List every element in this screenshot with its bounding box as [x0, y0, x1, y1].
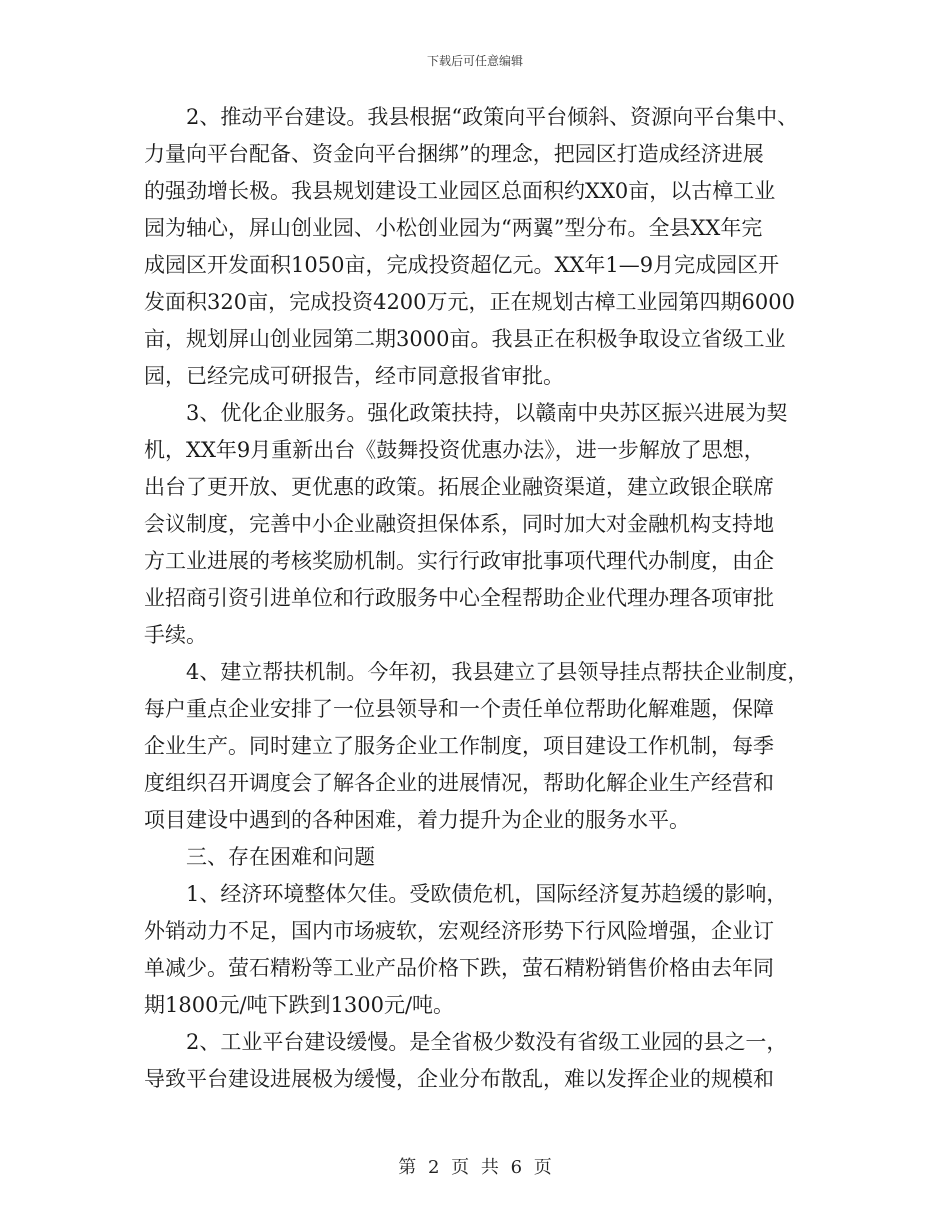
text-line: 导致平台建设进展极为缓慢，企业分布散乱，难以发挥企业的规模和: [144, 1067, 774, 1091]
text-line: 2、推动平台建设。我县根据“政策向平台倾斜、资源向平台集中、: [144, 105, 799, 129]
text-line: 园为轴心，屏山创业园、小松创业园为“两翼”型分布。全县XX年完: [144, 216, 763, 240]
text-line: 出台了更开放、更优惠的政策。拓展企业融资渠道，建立政银企联席: [144, 475, 774, 499]
page-footer: 第 2 页 共 6 页: [398, 1157, 552, 1178]
text-line: 4、建立帮扶机制。今年初，我县建立了县领导挂点帮扶企业制度，: [144, 660, 809, 684]
text-line: 企业生产。同时建立了服务企业工作制度，项目建设工作机制，每季: [144, 734, 774, 758]
text-line: 手续。: [144, 623, 207, 647]
text-line: 1、经济环境整体欠佳。受欧债危机，国际经济复苏趋缓的影响，: [144, 882, 788, 906]
text-line: 期1800元/吨下跌到1300元/吨。: [144, 993, 455, 1017]
text-line: 单减少。萤石精粉等工业产品价格下跌，萤石精粉销售价格由去年同: [144, 956, 774, 980]
page-header: 下载后可任意编辑: [426, 54, 523, 68]
text-line: 发面积320亩，完成投资4200万元，正在规划古樟工业园第四期6000: [144, 290, 795, 314]
section-heading: 三、存在困难和问题: [144, 845, 375, 869]
text-line: 2、工业平台建设缓慢。是全省极少数没有省级工业园的县之一，: [144, 1030, 788, 1054]
text-line: 3、优化企业服务。强化政策扶持，以赣南中央苏区振兴进展为契: [144, 401, 788, 425]
text-line: 机，XX年9月重新出台《鼓舞投资优惠办法》，进一步解放了思想，: [144, 438, 765, 462]
text-line: 度组织召开调度会了解各企业的进展情况，帮助化解企业生产经营和: [144, 771, 774, 795]
text-line: 的强劲增长极。我县规划建设工业园区总面积约XX0亩，以古樟工业: [144, 179, 776, 203]
text-line: 每户重点企业安排了一位县领导和一个责任单位帮助化解难题，保障: [144, 697, 774, 721]
text-line: 外销动力不足，国内市场疲软，宏观经济形势下行风险增强，企业订: [144, 919, 774, 943]
text-line: 力量向平台配备、资金向平台捆绑”的理念，把园区打造成经济进展: [144, 142, 764, 166]
text-line: 成园区开发面积1050亩，完成投资超亿元。XX年1—9月完成园区开: [144, 253, 780, 277]
text-line: 会议制度，完善中小企业融资担保体系，同时加大对金融机构支持地: [144, 512, 774, 536]
text-line: 园，已经完成可研报告，经市同意报省审批。: [144, 364, 564, 388]
text-line: 业招商引资引进单位和行政服务中心全程帮助企业代理办理各项审批: [144, 586, 774, 610]
text-line: 亩，规划屏山创业园第二期3000亩。我县正在积极争取设立省级工业: [144, 327, 786, 351]
text-line: 项目建设中遇到的各种困难，着力提升为企业的服务水平。: [144, 808, 690, 832]
text-line: 方工业进展的考核奖励机制。实行行政审批事项代理代办制度，由企: [144, 549, 774, 573]
